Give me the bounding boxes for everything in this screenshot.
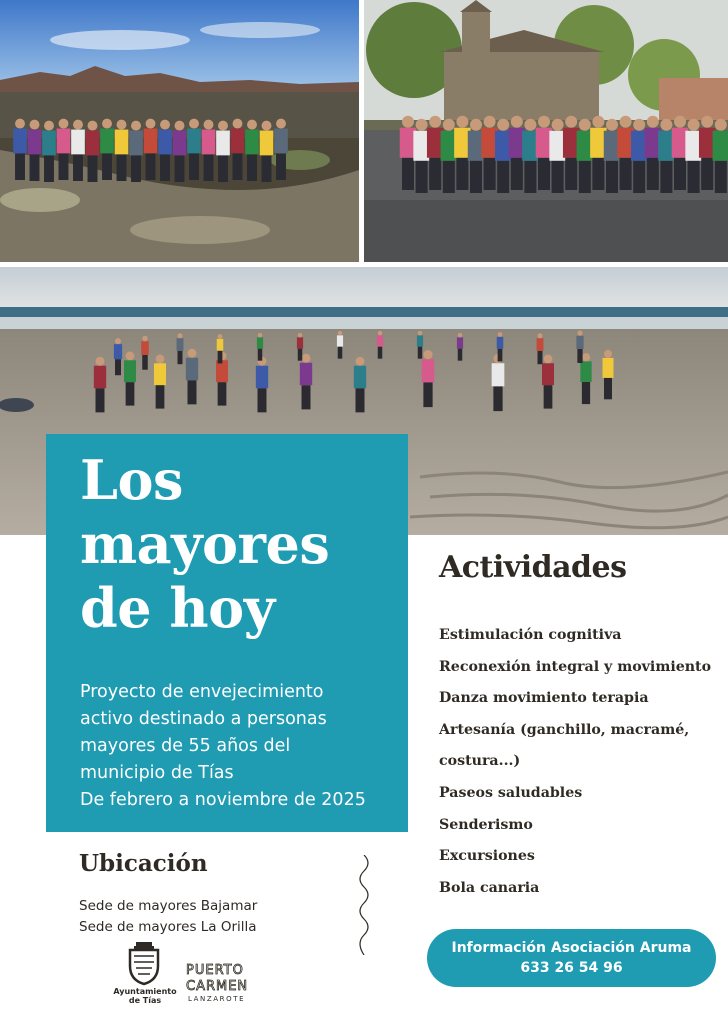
activity-item: Paseos saludables [439,784,583,801]
description-line: mayores de 55 años del [80,736,291,756]
title-line-3: de hoy [80,576,275,640]
contact-info-phone: 633 26 54 96 [520,960,623,976]
title-panel [46,434,408,832]
project-description [80,679,400,814]
activity-item: Bola canaria [439,879,540,896]
puerto-logo-line: LANZAROTE [188,995,246,1003]
squiggle-divider-icon [354,855,374,955]
puerto-logo-line: CARMEN [186,979,249,994]
contact-info-name: Información Asociación Aruma [451,940,692,956]
volcanic-landscape-group-photo [0,0,359,262]
location-heading: Ubicación [79,850,208,877]
activities-list [439,620,724,904]
activity-item: costura...) [439,753,521,770]
activity-item: Artesanía (ganchillo, macramé, [439,721,690,738]
puerto-logo-line: PUERTO [186,963,244,978]
page-title [80,448,400,640]
title-line-2: mayores [80,512,330,576]
description-line: De febrero a noviembre de 2025 [80,790,366,810]
activity-item: Danza movimiento terapia [439,690,649,707]
tias-logo-label-line: Ayuntamiento [113,987,177,996]
activity-item: Reconexión integral y movimiento [439,658,712,675]
location-item: Sede de mayores Bajamar [79,898,258,914]
activity-item: Excursiones [439,848,535,865]
tias-logo-label [100,987,190,1005]
description-line: activo destinado a personas [80,709,327,729]
location-item: Sede de mayores La Orilla [79,919,257,935]
church-raincoat-group-photo [364,0,728,262]
title-line-1: Los [80,448,183,512]
description-line: municipio de Tías [80,763,234,783]
puerto-del-carmen-logo [184,960,260,1004]
contact-info-button[interactable] [427,929,716,987]
activity-item: Senderismo [439,816,533,833]
tias-logo-label-line: de Tías [128,996,162,1005]
activity-item: Estimulación cognitiva [439,627,622,643]
activities-heading: Actividades [439,550,627,585]
location-list [79,896,257,938]
description-line: Proyecto de envejecimiento [80,682,324,702]
